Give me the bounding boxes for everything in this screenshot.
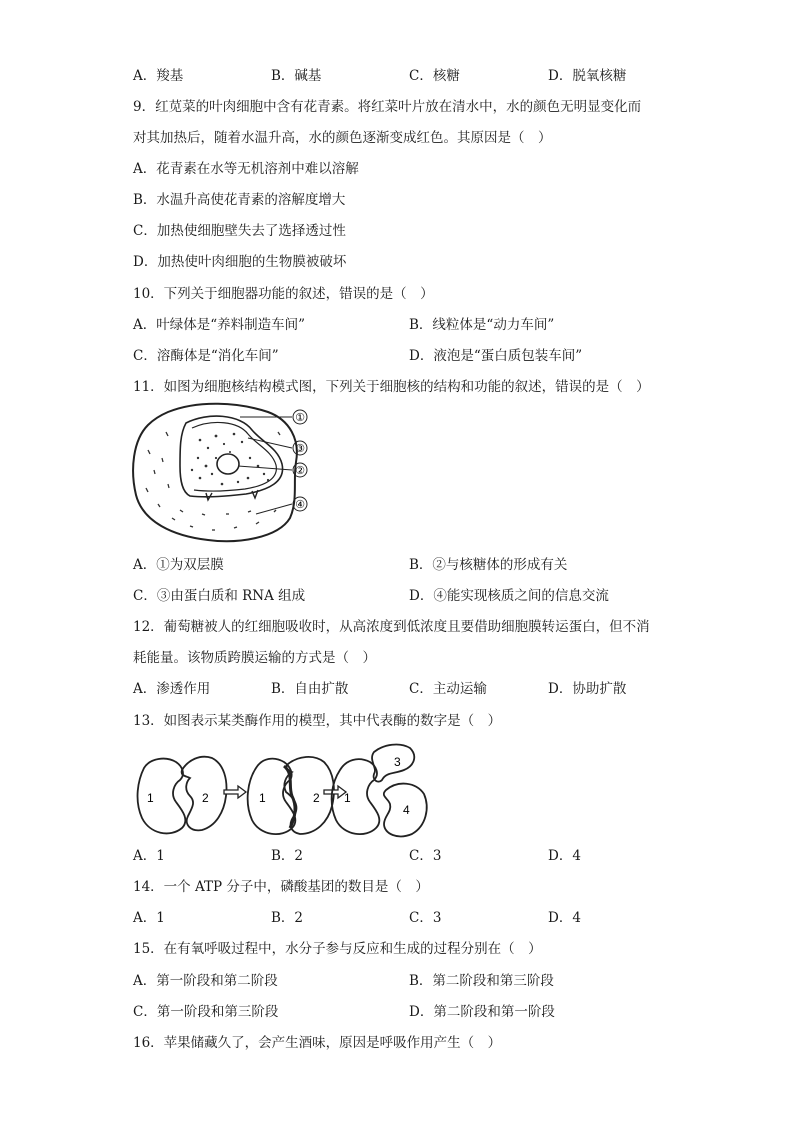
q12-option-b: B．自由扩散 [271, 681, 349, 697]
q11-option-a: A．①为双层膜 [133, 557, 224, 573]
q14-stem: 14．一个 ATP 分子中，磷酸基团的数目是（ ） [133, 879, 429, 895]
q15-stem: 15．在有氧呼吸过程中，水分子参与反应和生成的过程分别在（ ） [133, 941, 542, 957]
stage3-label-4: 4 [403, 803, 410, 817]
q8-option-c: C．核糖 [409, 68, 460, 84]
arrow-2 [324, 786, 346, 798]
stage3-label-1: 1 [344, 791, 351, 805]
q14-option-a: A．1 [133, 910, 165, 926]
q14-option-c: C．3 [409, 910, 442, 926]
q10-option-a: A．叶绿体是“养料制造车间” [133, 317, 306, 333]
q13-option-a: A．1 [133, 848, 165, 864]
bound-region [284, 766, 295, 828]
q11-option-c: C．③由蛋白质和 RNA 组成 [133, 588, 306, 604]
q9-option-b: B．水温升高使花青素的溶解度增大 [133, 192, 346, 208]
q12-option-c: C．主动运输 [409, 681, 487, 697]
q12-option-a: A．渗透作用 [133, 681, 211, 697]
q15-option-c: C．第一阶段和第三阶段 [133, 1004, 279, 1020]
q13-option-b: B．2 [271, 848, 304, 864]
stage1-label-2: 2 [202, 791, 209, 805]
label-4: ④ [295, 499, 305, 511]
q9-stem-line1: 9．红苋菜的叶肉细胞中含有花青素。将红菜叶片放在清水中，水的颜色无明显变化而 [133, 99, 642, 115]
enzyme-model-diagram [128, 740, 433, 840]
nucleus-diagram [128, 400, 328, 545]
q8-option-b: B．碱基 [271, 68, 322, 84]
q12-option-d: D．协助扩散 [548, 681, 627, 697]
q10-stem: 10．下列关于细胞器功能的叙述，错误的是（ ） [133, 286, 434, 302]
q15-option-a: A．第一阶段和第二阶段 [133, 973, 278, 989]
q8-option-a: A．羧基 [133, 68, 184, 84]
label-2: ② [295, 465, 305, 477]
q10-option-b: B．线粒体是“动力车间” [409, 317, 555, 333]
q16-stem: 16．苹果储藏久了，会产生酒味，原因是呼吸作用产生（ ） [133, 1035, 502, 1051]
q11-stem: 11．如图为细胞核结构模式图，下列关于细胞核的结构和功能的叙述，错误的是（ ） [133, 379, 650, 395]
q15-option-b: B．第二阶段和第三阶段 [409, 973, 554, 989]
q11-option-d: D．④能实现核质之间的信息交流 [409, 588, 609, 604]
q10-option-c: C．溶酶体是“消化车间” [133, 348, 279, 364]
q10-option-d: D．液泡是“蛋白质包装车间” [409, 348, 583, 364]
q11-option-b: B．②与核糖体的形成有关 [409, 557, 568, 573]
q15-option-d: D．第二阶段和第一阶段 [409, 1004, 555, 1020]
enzyme-shape-1 [138, 759, 186, 834]
stage3-label-3: 3 [394, 755, 401, 769]
q9-stem-line2: 对其加热后，随着水温升高，水的颜色逐渐变成红色。其原因是（ ） [133, 130, 552, 146]
q9-option-a: A．花青素在水等无机溶剂中难以溶解 [133, 161, 359, 177]
nuclear-pore-2 [252, 490, 258, 498]
q13-option-d: D．4 [548, 848, 581, 864]
stage2-label-1: 1 [259, 791, 266, 805]
q9-option-c: C．加热使细胞壁失去了选择透过性 [133, 223, 346, 239]
q9-option-d: D．加热使叶肉细胞的生物膜被破坏 [133, 254, 347, 270]
q14-option-d: D．4 [548, 910, 581, 926]
stage1-label-1: 1 [147, 791, 154, 805]
q14-option-b: B．2 [271, 910, 304, 926]
stage2-label-2: 2 [313, 791, 320, 805]
cell-outline [133, 404, 297, 541]
label-1: ① [295, 412, 305, 424]
q12-stem-line2: 耗能量。该物质跨膜运输的方式是（ ） [133, 650, 376, 666]
q13-stem: 13．如图表示某类酶作用的模型，其中代表酶的数字是（ ） [133, 713, 502, 729]
nucleolus [217, 454, 239, 474]
q12-stem-line1: 12．葡萄糖被人的红细胞吸收时，从高浓度到低浓度且要借助细胞膜转运蛋白，但不消 [133, 619, 650, 635]
cytoplasm-marks [146, 432, 280, 530]
label-3: ③ [295, 443, 305, 455]
q8-option-d: D．脱氧核糖 [548, 68, 627, 84]
q13-option-c: C．3 [409, 848, 442, 864]
nuclear-envelope-outer [180, 416, 283, 497]
